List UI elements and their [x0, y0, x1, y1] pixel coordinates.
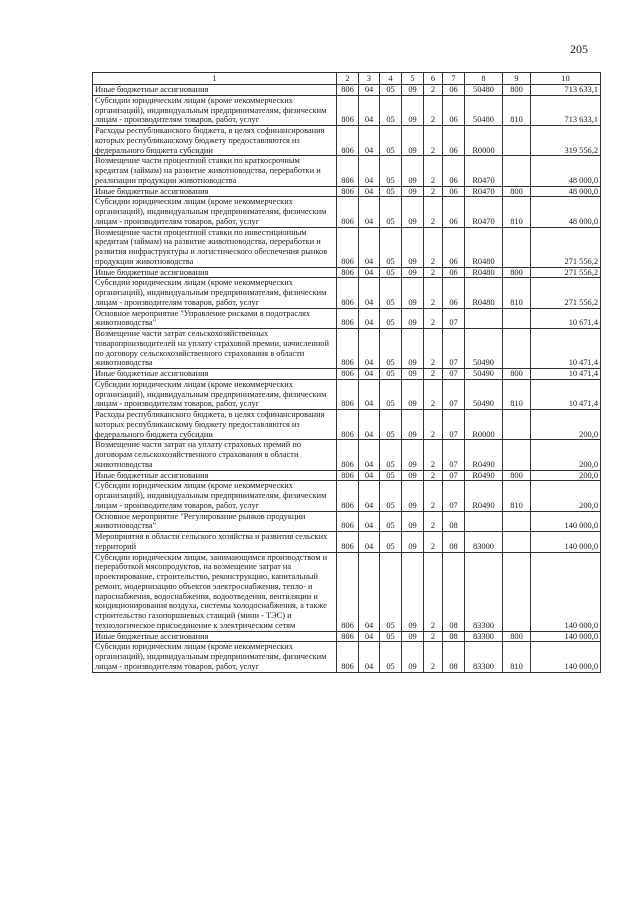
activity-code: 08: [443, 511, 465, 532]
amount: 200,0: [531, 470, 601, 481]
table-row: [93, 95, 601, 125]
table-row: [93, 379, 601, 409]
row-description: Иные бюджетные ассигнования: [93, 186, 337, 197]
amount: 200,0: [531, 410, 601, 440]
ministry-code: 806: [337, 470, 359, 481]
subprogram-code: 2: [424, 95, 443, 125]
amount: 319 556,2: [531, 126, 601, 156]
row-description: Субсидии юридическим лицам (кроме некоммерческих организаций), индивидуальным предпринимателям, физическим лицам - производителям товаров, работ, услуг: [93, 481, 337, 511]
header-row: [93, 73, 601, 85]
header-cell: 9: [503, 73, 531, 85]
section-code: 04: [359, 186, 380, 197]
target-code: 83000: [465, 532, 503, 553]
subprogram-code: 2: [424, 410, 443, 440]
amount: 140 000,0: [531, 552, 601, 631]
activity-code: 07: [443, 379, 465, 409]
subprogram-code: 2: [424, 369, 443, 380]
expense-type-code: [503, 329, 531, 369]
section-code: 04: [359, 532, 380, 553]
table-row: [93, 85, 601, 96]
expense-type-code: [503, 227, 531, 267]
section-code: 04: [359, 470, 380, 481]
row-description: Субсидии юридическим лицам (кроме некоммерческих организаций), индивидуальным предпринимателям, физическим лицам - производителям товаров, работ, услуг: [93, 197, 337, 227]
ministry-code: 806: [337, 481, 359, 511]
expense-type-code: 810: [503, 95, 531, 125]
activity-code: 06: [443, 278, 465, 308]
activity-code: 07: [443, 329, 465, 369]
row-description: Иные бюджетные ассигнования: [93, 267, 337, 278]
program-code: 09: [402, 410, 424, 440]
subsection-code: 05: [380, 532, 402, 553]
table-row: [93, 308, 601, 329]
activity-code: 08: [443, 631, 465, 642]
expense-type-code: 800: [503, 470, 531, 481]
subprogram-code: 2: [424, 440, 443, 470]
header-cell: 7: [443, 73, 465, 85]
section-code: 04: [359, 631, 380, 642]
section-code: 04: [359, 440, 380, 470]
program-code: 09: [402, 85, 424, 96]
subprogram-code: 2: [424, 85, 443, 96]
subprogram-code: 2: [424, 278, 443, 308]
subprogram-code: 2: [424, 156, 443, 186]
activity-code: 06: [443, 267, 465, 278]
subsection-code: 05: [380, 186, 402, 197]
subsection-code: 05: [380, 481, 402, 511]
expense-type-code: 800: [503, 267, 531, 278]
program-code: 09: [402, 369, 424, 380]
subprogram-code: 2: [424, 227, 443, 267]
subprogram-code: 2: [424, 642, 443, 672]
subsection-code: 05: [380, 410, 402, 440]
budget-table: [92, 72, 601, 673]
section-code: 04: [359, 481, 380, 511]
subprogram-code: 2: [424, 552, 443, 631]
section-code: 04: [359, 278, 380, 308]
target-code: R0470: [465, 197, 503, 227]
table-body: [93, 85, 601, 673]
table-row: [93, 278, 601, 308]
subprogram-code: 2: [424, 308, 443, 329]
activity-code: 06: [443, 156, 465, 186]
row-description: Иные бюджетные ассигнования: [93, 470, 337, 481]
subsection-code: 05: [380, 440, 402, 470]
program-code: 09: [402, 532, 424, 553]
expense-type-code: [503, 511, 531, 532]
amount: 48 000,0: [531, 186, 601, 197]
subsection-code: 05: [380, 278, 402, 308]
table-row: [93, 267, 601, 278]
expense-type-code: [503, 126, 531, 156]
activity-code: 07: [443, 369, 465, 380]
amount: 10 671,4: [531, 308, 601, 329]
section-code: 04: [359, 379, 380, 409]
amount: 140 000,0: [531, 642, 601, 672]
section-code: 04: [359, 329, 380, 369]
program-code: 09: [402, 470, 424, 481]
ministry-code: 806: [337, 369, 359, 380]
row-description: Возмещение части процентной ставки по инвестиционным кредитам (займам) на развитие животноводства, переработки и развития инфраструктуры и логистического обеспечения рынков продукции животноводства: [93, 227, 337, 267]
program-code: 09: [402, 511, 424, 532]
ministry-code: 806: [337, 552, 359, 631]
activity-code: 06: [443, 197, 465, 227]
table-row: [93, 156, 601, 186]
amount: 713 633,1: [531, 95, 601, 125]
amount: 48 000,0: [531, 197, 601, 227]
subsection-code: 05: [380, 85, 402, 96]
expense-type-code: 810: [503, 481, 531, 511]
section-code: 04: [359, 308, 380, 329]
row-description: Иные бюджетные ассигнования: [93, 85, 337, 96]
ministry-code: 806: [337, 95, 359, 125]
subsection-code: 05: [380, 379, 402, 409]
program-code: 09: [402, 126, 424, 156]
header-cell: 5: [402, 73, 424, 85]
target-code: 83300: [465, 642, 503, 672]
section-code: 04: [359, 227, 380, 267]
amount: 140 000,0: [531, 532, 601, 553]
ministry-code: 806: [337, 227, 359, 267]
expense-type-code: 810: [503, 379, 531, 409]
section-code: 04: [359, 410, 380, 440]
table-row: [93, 186, 601, 197]
subprogram-code: 2: [424, 267, 443, 278]
program-code: 09: [402, 95, 424, 125]
expense-type-code: [503, 532, 531, 553]
amount: 200,0: [531, 481, 601, 511]
ministry-code: 806: [337, 126, 359, 156]
row-description: Возмещение части затрат сельскохозяйственных товаропроизводителей на уплату страховой премии, начисленной по договору сельскохозяйственного страхования в области животноводства: [93, 329, 337, 369]
subsection-code: 05: [380, 156, 402, 186]
target-code: R0480: [465, 227, 503, 267]
table-row: [93, 369, 601, 380]
table-row: [93, 126, 601, 156]
target-code: 83300: [465, 552, 503, 631]
target-code: R0470: [465, 186, 503, 197]
expense-type-code: 800: [503, 369, 531, 380]
subsection-code: 05: [380, 631, 402, 642]
row-description: Иные бюджетные ассигнования: [93, 369, 337, 380]
program-code: 09: [402, 278, 424, 308]
target-code: 83300: [465, 631, 503, 642]
row-description: Основное мероприятие "Регулирование рынков продукции животноводства": [93, 511, 337, 532]
activity-code: 07: [443, 410, 465, 440]
subprogram-code: 2: [424, 511, 443, 532]
ministry-code: 806: [337, 511, 359, 532]
amount: 271 556,2: [531, 227, 601, 267]
subprogram-code: 2: [424, 470, 443, 481]
section-code: 04: [359, 95, 380, 125]
target-code: R0470: [465, 156, 503, 186]
expense-type-code: [503, 156, 531, 186]
program-code: 09: [402, 552, 424, 631]
amount: 10 471,4: [531, 379, 601, 409]
target-code: [465, 308, 503, 329]
amount: 713 633,1: [531, 85, 601, 96]
row-description: Расходы республиканского бюджета, в целях софинансирования которых республиканскому бюджету предоставляются из федерального бюджета субсидии: [93, 126, 337, 156]
expense-type-code: [503, 308, 531, 329]
header-cell: 2: [337, 73, 359, 85]
header-cell: 6: [424, 73, 443, 85]
activity-code: 07: [443, 440, 465, 470]
expense-type-code: 810: [503, 278, 531, 308]
ministry-code: 806: [337, 278, 359, 308]
target-code: R0000: [465, 410, 503, 440]
expense-type-code: [503, 410, 531, 440]
activity-code: 07: [443, 470, 465, 481]
amount: 10 471,4: [531, 329, 601, 369]
table-row: [93, 642, 601, 672]
ministry-code: 806: [337, 410, 359, 440]
target-code: R0490: [465, 481, 503, 511]
program-code: 09: [402, 329, 424, 369]
target-code: 50490: [465, 329, 503, 369]
table-row: [93, 440, 601, 470]
program-code: 09: [402, 186, 424, 197]
table-row: [93, 470, 601, 481]
ministry-code: 806: [337, 642, 359, 672]
ministry-code: 806: [337, 532, 359, 553]
subprogram-code: 2: [424, 186, 443, 197]
row-description: Расходы республиканского бюджета, в целях софинансирования которых республиканскому бюджету предоставляются из федерального бюджета субсидии: [93, 410, 337, 440]
program-code: 09: [402, 197, 424, 227]
ministry-code: 806: [337, 156, 359, 186]
table-row: [93, 197, 601, 227]
program-code: 09: [402, 227, 424, 267]
ministry-code: 806: [337, 186, 359, 197]
subsection-code: 05: [380, 329, 402, 369]
subsection-code: 05: [380, 642, 402, 672]
section-code: 04: [359, 552, 380, 631]
amount: 200,0: [531, 440, 601, 470]
target-code: 50480: [465, 85, 503, 96]
row-description: Субсидии юридическим лицам (кроме некоммерческих организаций), индивидуальным предпринимателям, физическим лицам - производителям товаров, работ, услуг: [93, 278, 337, 308]
section-code: 04: [359, 85, 380, 96]
amount: 140 000,0: [531, 631, 601, 642]
program-code: 09: [402, 642, 424, 672]
expense-type-code: [503, 552, 531, 631]
activity-code: 08: [443, 552, 465, 631]
ministry-code: 806: [337, 631, 359, 642]
subprogram-code: 2: [424, 197, 443, 227]
table-row: [93, 329, 601, 369]
target-code: R0000: [465, 126, 503, 156]
subprogram-code: 2: [424, 631, 443, 642]
subprogram-code: 2: [424, 532, 443, 553]
program-code: 09: [402, 631, 424, 642]
section-code: 04: [359, 642, 380, 672]
amount: 271 556,2: [531, 278, 601, 308]
activity-code: 06: [443, 126, 465, 156]
target-code: 50480: [465, 95, 503, 125]
section-code: 04: [359, 369, 380, 380]
expense-type-code: 800: [503, 85, 531, 96]
row-description: Иные бюджетные ассигнования: [93, 631, 337, 642]
expense-type-code: 810: [503, 642, 531, 672]
subsection-code: 05: [380, 308, 402, 329]
subsection-code: 05: [380, 227, 402, 267]
program-code: 09: [402, 379, 424, 409]
activity-code: 07: [443, 308, 465, 329]
table-row: [93, 552, 601, 631]
expense-type-code: 800: [503, 186, 531, 197]
section-code: 04: [359, 197, 380, 227]
ministry-code: 806: [337, 308, 359, 329]
target-code: R0490: [465, 440, 503, 470]
table-row: [93, 511, 601, 532]
table-row: [93, 410, 601, 440]
amount: 140 000,0: [531, 511, 601, 532]
row-description: Мероприятия в области сельского хозяйства и развития сельских территорий: [93, 532, 337, 553]
target-code: [465, 511, 503, 532]
section-code: 04: [359, 267, 380, 278]
expense-type-code: [503, 440, 531, 470]
activity-code: 06: [443, 85, 465, 96]
ministry-code: 806: [337, 85, 359, 96]
subsection-code: 05: [380, 95, 402, 125]
program-code: 09: [402, 308, 424, 329]
activity-code: 06: [443, 186, 465, 197]
ministry-code: 806: [337, 267, 359, 278]
target-code: 50490: [465, 369, 503, 380]
row-description: Возмещение части процентной ставки по краткосрочным кредитам (займам) на развитие животноводства, переработки и реализации продукции животноводства: [93, 156, 337, 186]
activity-code: 06: [443, 95, 465, 125]
section-code: 04: [359, 511, 380, 532]
row-description: Субсидии юридическим лицам (кроме некоммерческих организаций), индивидуальным предпринимателям, физическим лицам - производителям товаров, работ, услуг: [93, 379, 337, 409]
subprogram-code: 2: [424, 379, 443, 409]
ministry-code: 806: [337, 379, 359, 409]
activity-code: 06: [443, 227, 465, 267]
header-cell: 8: [465, 73, 503, 85]
expense-type-code: 800: [503, 631, 531, 642]
subsection-code: 05: [380, 369, 402, 380]
header-cell: 1: [93, 73, 337, 85]
subprogram-code: 2: [424, 329, 443, 369]
amount: 10 471,4: [531, 369, 601, 380]
row-description: Возмещение части затрат на уплату страховых премий по договорам сельскохозяйственного страхования в области животноводства: [93, 440, 337, 470]
subsection-code: 05: [380, 511, 402, 532]
ministry-code: 806: [337, 440, 359, 470]
subsection-code: 05: [380, 126, 402, 156]
row-description: Основное мероприятие "Управление рисками в подотраслях животноводства": [93, 308, 337, 329]
table-row: [93, 532, 601, 553]
row-description: Субсидии юридическим лицам, занимающимся производством и переработкой мясопродуктов, на возмещение затрат на проектирование, строительство, реконструкцию, капитальный ремонт, модернизацию объектов электроснабжения, тепло- и пароснабжения, водоснабжения, водоотведения, вентиляции и кондиционирования воздуха, системы холодоснабжения, а также строительство газопоршневых станций (мини - ТЭС) и технологическое присоединение к электрическим сетям: [93, 552, 337, 631]
expense-type-code: 810: [503, 197, 531, 227]
target-code: 50490: [465, 379, 503, 409]
activity-code: 08: [443, 642, 465, 672]
subprogram-code: 2: [424, 126, 443, 156]
section-code: 04: [359, 126, 380, 156]
header-cell: 10: [531, 73, 601, 85]
subprogram-code: 2: [424, 481, 443, 511]
amount: 48 000,0: [531, 156, 601, 186]
ministry-code: 806: [337, 329, 359, 369]
subsection-code: 05: [380, 267, 402, 278]
program-code: 09: [402, 267, 424, 278]
ministry-code: 806: [337, 197, 359, 227]
table-row: [93, 631, 601, 642]
program-code: 09: [402, 481, 424, 511]
target-code: R0480: [465, 278, 503, 308]
activity-code: 08: [443, 532, 465, 553]
page-number: 205: [570, 42, 588, 56]
activity-code: 07: [443, 481, 465, 511]
subsection-code: 05: [380, 552, 402, 631]
row-description: Субсидии юридическим лицам (кроме некоммерческих организаций), индивидуальным предпринимателям, физическим лицам - производителям товаров, работ, услуг: [93, 642, 337, 672]
section-code: 04: [359, 156, 380, 186]
header-cell: 4: [380, 73, 402, 85]
target-code: R0490: [465, 470, 503, 481]
target-code: R0480: [465, 267, 503, 278]
row-description: Субсидии юридическим лицам (кроме некоммерческих организаций), индивидуальным предпринимателям, физическим лицам - производителям товаров, работ, услуг: [93, 95, 337, 125]
amount: 271 556,2: [531, 267, 601, 278]
table-row: [93, 481, 601, 511]
header-cell: 3: [359, 73, 380, 85]
table-row: [93, 227, 601, 267]
program-code: 09: [402, 156, 424, 186]
subsection-code: 05: [380, 197, 402, 227]
subsection-code: 05: [380, 470, 402, 481]
program-code: 09: [402, 440, 424, 470]
